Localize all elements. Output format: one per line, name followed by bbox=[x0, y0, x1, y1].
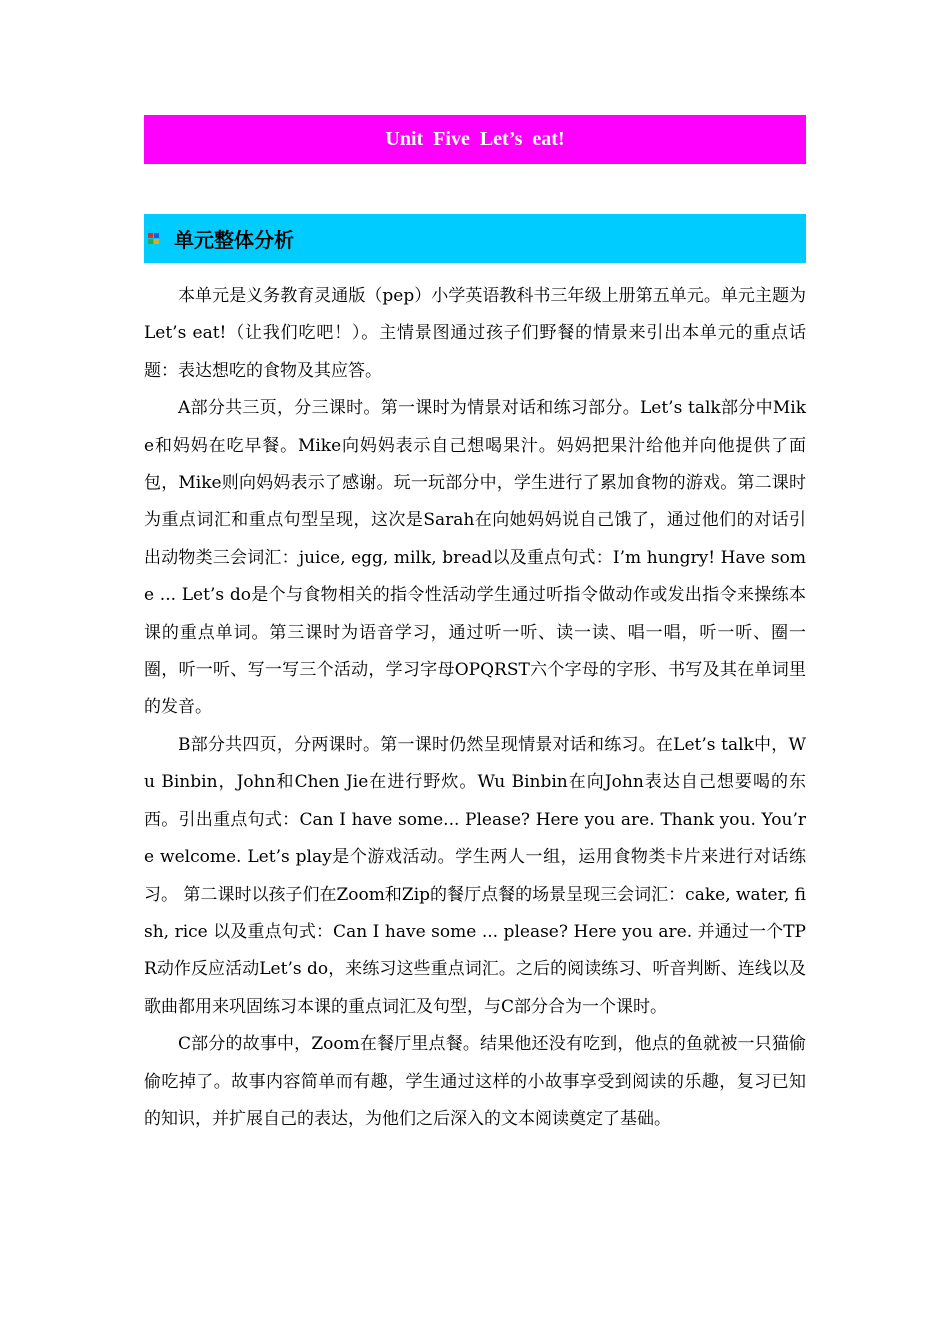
unit-title: Unit Five Let’s eat! bbox=[385, 128, 565, 150]
paragraph-part-b: B部分共四页，分两课时。第一课时仍然呈现情景对话和练习。在Let’s talk中，Wu Binbin，John和Chen Jie在进行野炊。Wu Binbin在向John表达自己想要喝的东西。引出重点句式：Can I have some... Please? Here you are. Thank you. You’re welcome. Let’s play是个游戏活动。学生两人一组，运用食物类卡片来进行对话练习。 第二课时以孩子们在Zoom和Zip的餐厅点餐的场景呈现三会词汇：cake, water, fish, rice 以及重点句式：Can I have some ... please? Here you are. 并通过一个TPR动作反应活动Let’s do，来练习这些重点词汇。之后的阅读练习、听音判断、连线以及歌曲都用来巩固练习本课的重点词汇及句型，与C部分合为一个课时。 bbox=[144, 734, 806, 1017]
section-header-banner bbox=[144, 214, 806, 263]
color-squares-bullet-icon bbox=[148, 233, 160, 245]
unit-title-banner bbox=[144, 115, 806, 164]
paragraph-part-c: C部分的故事中，Zoom在餐厅里点餐。结果他还没有吃到，他点的鱼就被一只猫偷偷吃掉了。故事内容简单而有趣，学生通过这样的小故事享受到阅读的乐趣，复习已知的知识，并扩展自己的表达，为他们之后深入的文本阅读奠定了基础。 bbox=[144, 1034, 806, 1129]
section-heading: 单元整体分析 bbox=[174, 228, 294, 252]
analysis-body bbox=[144, 278, 806, 1138]
paragraph-part-a: A部分共三页，分三课时。第一课时为情景对话和练习部分。Let’s talk部分中Mike和妈妈在吃早餐。Mike向妈妈表示自己想喝果汁。妈妈把果汁给他并向他提供了面包，Mike则向妈妈表示了感谢。玩一玩部分中，学生进行了累加食物的游戏。第二课时为重点词汇和重点句型呈现，这次是Sarah在向她妈妈说自己饿了，通过他们的对话引出动物类三会词汇：juice, egg, milk, bread以及重点句式：I’m hungry! Have some ... Let’s do是个与食物相关的指令性活动学生通过听指令做动作或发出指令来操练本课的重点单词。第三课时为语音学习，通过听一听、读一读、唱一唱，听一听、圈一圈，听一听、写一写三个活动，学习字母OPQRST六个字母的字形、书写及其在单词里的发音。 bbox=[144, 398, 806, 718]
paragraph-overview: 本单元是义务教育灵通版（pep）小学英语教科书三年级上册第五单元。单元主题为Let’s eat!（让我们吃吧！）。主情景图通过孩子们野餐的情景来引出本单元的重点话题：表达想吃的食物及其应答。 bbox=[144, 286, 806, 381]
